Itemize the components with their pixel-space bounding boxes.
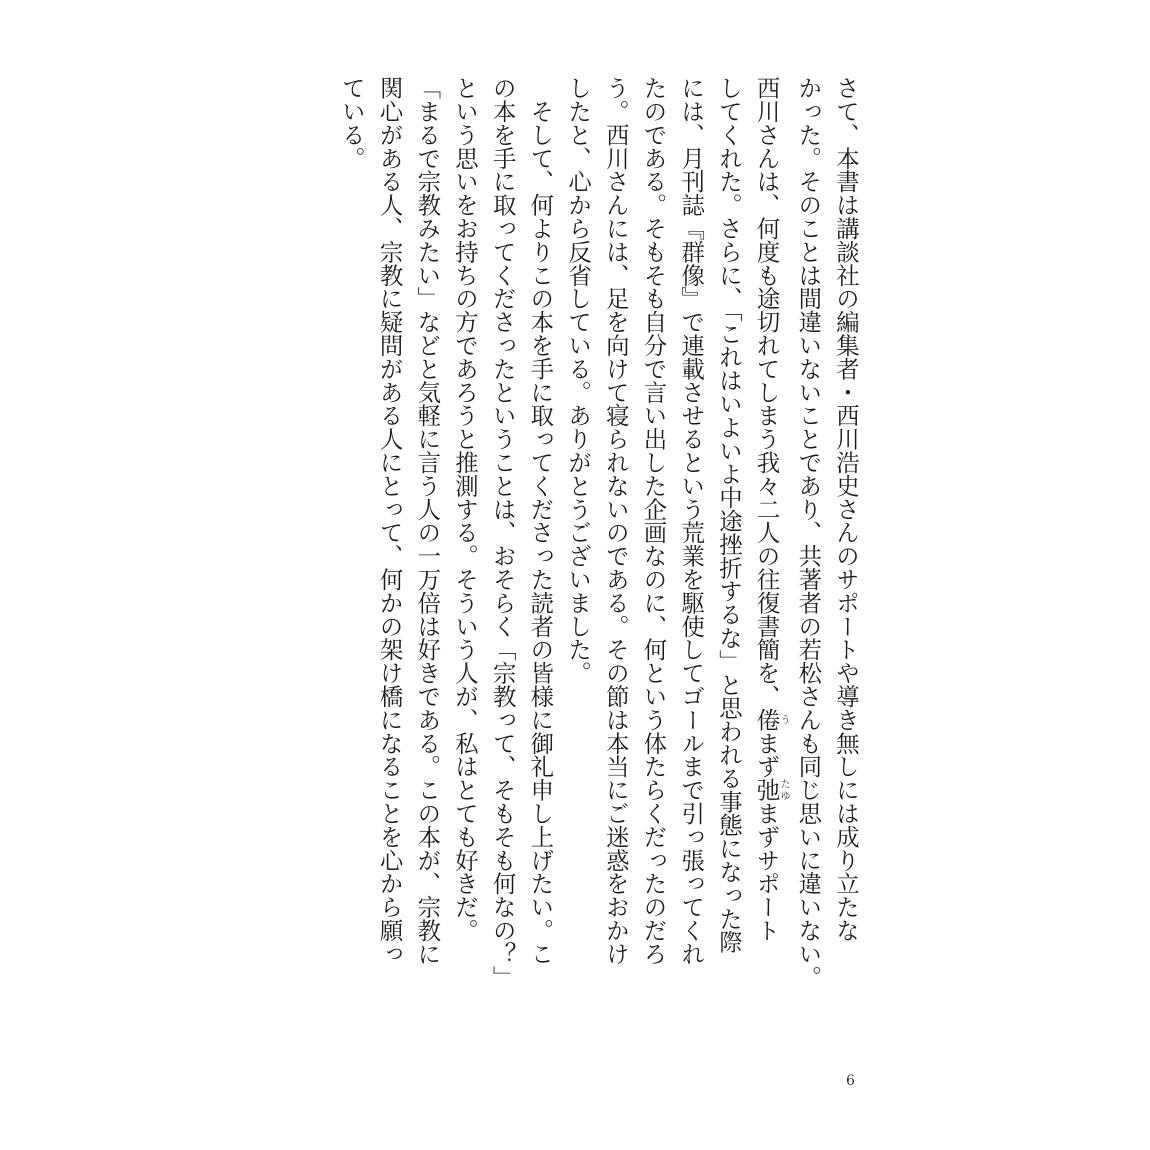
text-line: したと、心から反省している。ありがとうございました。 (564, 76, 593, 685)
body-text (332, 76, 864, 989)
ruby-base: 倦 (752, 707, 781, 732)
ruby-reading: う (778, 707, 790, 732)
text-segment: まずサポート (752, 801, 781, 942)
text-line (747, 76, 789, 976)
text-line: してくれた。さらに、「これはいよいよ中途挫折するな」と思われる事態になった際 (714, 76, 743, 954)
text-line: 関心がある人、宗教に疑問がある人にとって、何かの架け橋になることを心から願っ (375, 76, 404, 966)
text-line: ている。 (337, 76, 366, 170)
text-line: かった。そのことは間違いないことであり、共著者の若松さんも同じ思いに違いない。 (794, 76, 823, 989)
text-segment: まず (752, 731, 781, 779)
text-line: そして、何よりこの本を手に取ってくださった読者の皆様に御礼申し上げたい。こ (526, 76, 555, 966)
text-segment: 西川さんは、何度も途切れてしまう我々二人の往復書簡を、 (752, 76, 781, 708)
text-line: には、月刊誌『群像』で連載させるという荒業を駆使してゴールまで引っ張ってくれ (677, 76, 706, 966)
text-line: う。西川さんには、足を向けて寝られないのである。その節は本当にご迷惑をおかけ (601, 76, 630, 966)
ruby-word (752, 707, 790, 732)
text-line: 「まるで宗教みたい」などと気軽に言う人の一万倍は好きである。この本が、宗教に (413, 76, 442, 966)
page-number: 6 (846, 1073, 855, 1089)
text-line: さて、本書は講談社の編集者・西川浩史さんのサポートや導き無しには成り立たな (832, 76, 860, 942)
ruby-base: 弛 (752, 778, 781, 802)
text-line: の本を手に取ってくださったということは、おそらく「宗教って、そもそも何なの？」 (488, 76, 517, 989)
text-line: という思いをお持ちの方であろうと推測する。そういう人が、私はとても好きだ。 (450, 76, 479, 942)
text-line: たのである。そもそも自分で言い出した企画なのに、何という体たらくだったのだろ (639, 76, 668, 966)
ruby-reading: たゆ (778, 778, 790, 802)
ruby-word (752, 778, 790, 802)
